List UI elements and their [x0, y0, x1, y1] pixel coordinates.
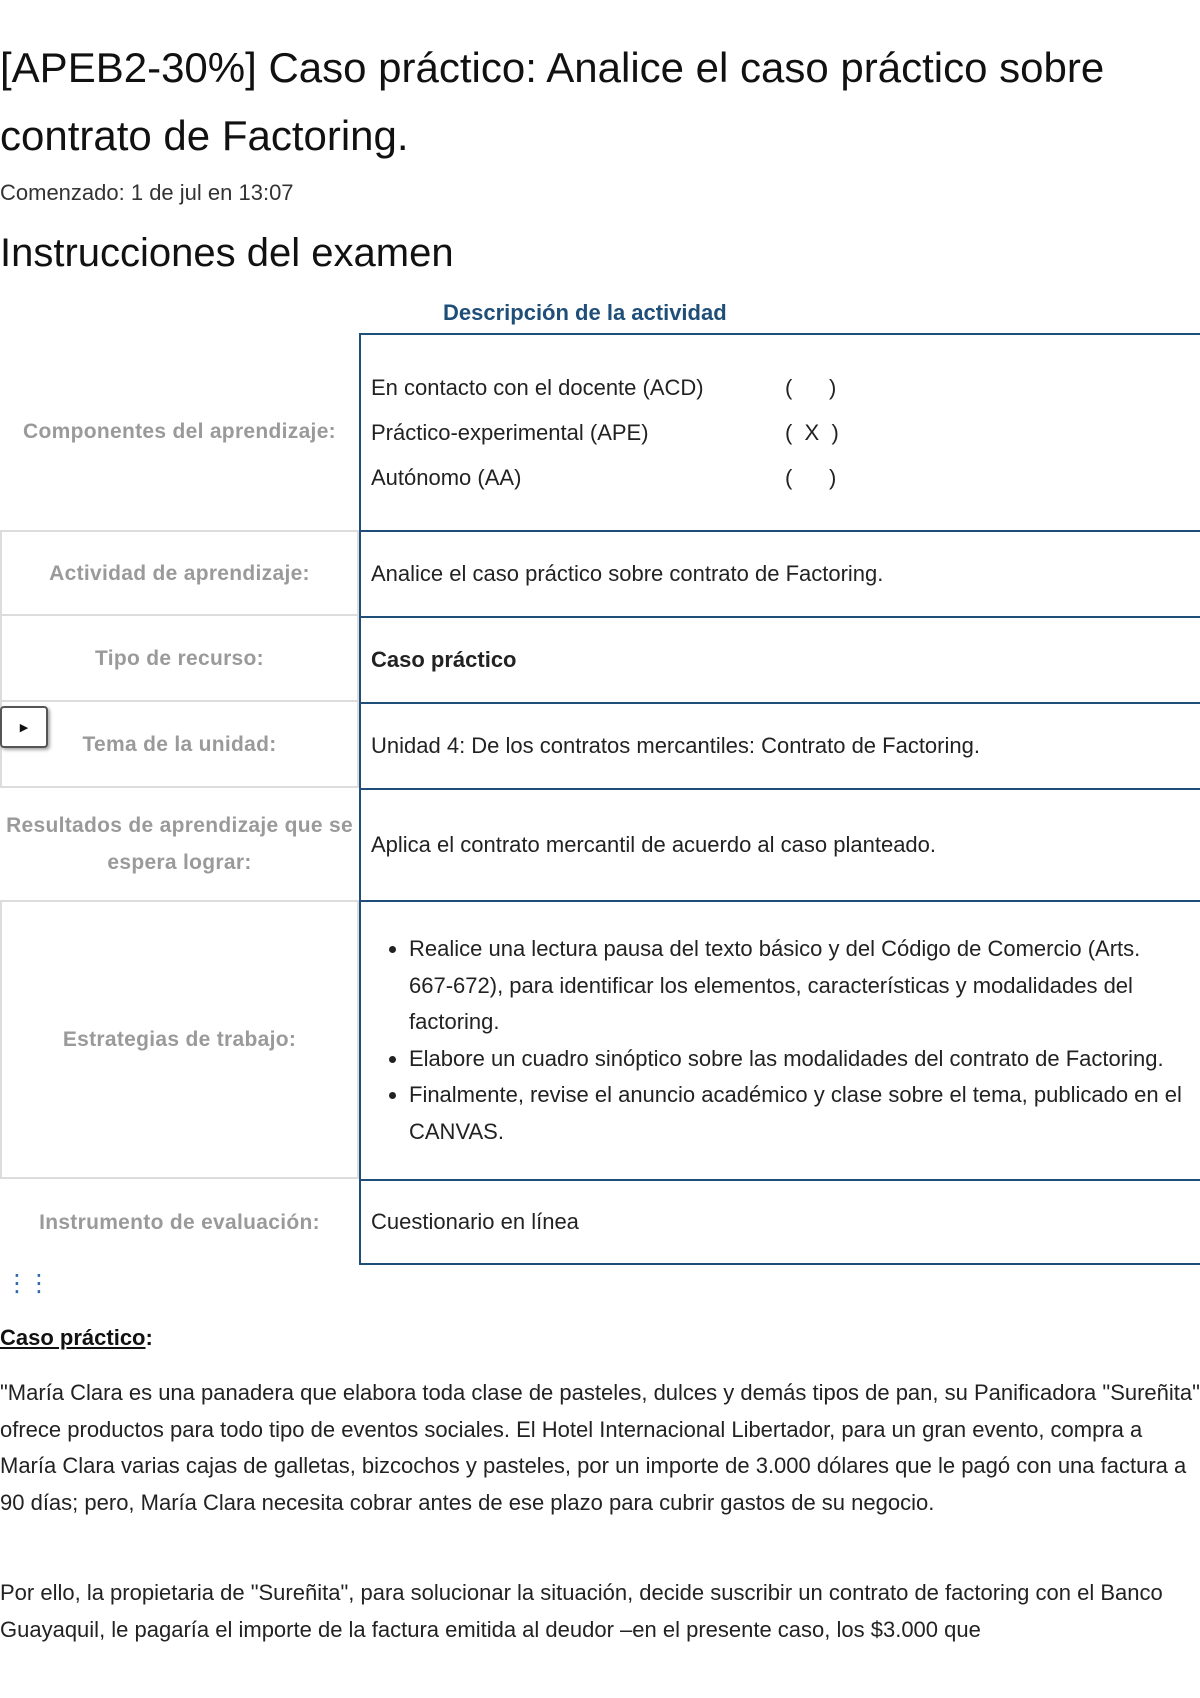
- row-value: Caso práctico: [359, 616, 1200, 702]
- row-components: [0, 333, 1200, 530]
- row-label: Estrategias de trabajo:: [0, 900, 359, 1179]
- component-name: En contacto con el docente (ACD): [371, 374, 704, 400]
- row-evaluation: [0, 1179, 1200, 1265]
- case-label: [0, 1325, 153, 1351]
- page-title: [APEB2-30%] Caso práctico: Analice el caso práctico sobre contrato de Factoring.: [0, 44, 1105, 159]
- row-value: Cuestionario en línea: [359, 1179, 1200, 1265]
- row-label: Instrumento de evaluación:: [39, 1210, 320, 1234]
- case-paragraph-1: "María Clara es una panadera que elabora toda clase de pasteles, dulces y demás tipos de pan, su Panificadora "Sureñita" ofrece productos para todo tipo de eventos sociales. El Hotel Internacional Libertador, para un gran evento, compra a María Clara varias cajas de galletas, bizcochos y pasteles, por un importe de 3.000 dólares que le pagó con una factura a 90 días; pero, María Clara necesita cobrar antes de ese plazo para cubrir gastos de su negocio.: [0, 1380, 1200, 1515]
- row-resource: [0, 616, 1200, 702]
- row-label: Resultados de aprendizaje que se espera lograr:: [6, 814, 353, 874]
- row-value: Aplica el contrato mercantil de acuerdo al caso planteado.: [359, 788, 1200, 900]
- component-name: Práctico-experimental (APE): [371, 419, 649, 445]
- row-label: Actividad de aprendizaje:: [0, 530, 359, 616]
- row-value: [359, 333, 1200, 530]
- row-label: Tipo de recurso:: [0, 616, 359, 702]
- expand-button[interactable]: [0, 706, 48, 748]
- instructions-heading: Instrucciones del examen: [0, 231, 454, 275]
- case-label-text: Caso práctico: [0, 1325, 146, 1350]
- component-mark: ( ): [785, 374, 837, 400]
- row-label: Tema de la unidad:: [0, 702, 359, 788]
- drag-handle-icon[interactable]: ⋮⋮: [5, 1270, 49, 1297]
- case-paragraph-2: Por ello, la propietaria de "Sureñita", para solucionar la situación, decide suscribir un contrato de factoring con el Banco Guayaquil, le pagaría el importe de la factura emitida al deudor –en el presente caso, los $3.000 que: [0, 1580, 1163, 1642]
- component-mark: ( ): [785, 464, 837, 490]
- row-value: [359, 900, 1200, 1179]
- row-value: Analice el caso práctico sobre contrato de Factoring.: [359, 530, 1200, 616]
- activity-table-caption: Descripción de la actividad: [443, 300, 727, 325]
- start-timestamp: Comenzado: 1 de jul en 13:07: [0, 180, 294, 205]
- strategies-list: [371, 931, 1189, 1150]
- components-list: [371, 375, 839, 491]
- component-name: Autónomo (AA): [371, 464, 522, 490]
- row-unit: [0, 702, 1200, 788]
- row-value: Unidad 4: De los contratos mercantiles: Contrato de Factoring.: [359, 702, 1200, 788]
- case-label-suffix: :: [145, 1325, 153, 1350]
- list-item: • Finalmente, revise el anuncio académico y clase sobre el tema, publicado en el CANVAS.: [409, 1077, 1189, 1150]
- row-label: Componentes del aprendizaje:: [23, 420, 336, 443]
- component-item: [371, 375, 839, 401]
- list-item: • Realice una lectura pausa del texto básico y del Código de Comercio (Arts. 667-672), para identificar los elementos, características y modalidades del factoring.: [409, 931, 1189, 1041]
- component-item: [371, 420, 839, 446]
- play-triangle-icon: ▶: [19, 721, 29, 734]
- component-mark: ( X ): [785, 419, 839, 445]
- list-item: • Elabore un cuadro sinóptico sobre las modalidades del contrato de Factoring.: [409, 1041, 1189, 1078]
- row-strategies: [0, 900, 1200, 1179]
- row-activity: [0, 530, 1200, 616]
- component-item: [371, 465, 839, 491]
- row-results: [0, 788, 1200, 900]
